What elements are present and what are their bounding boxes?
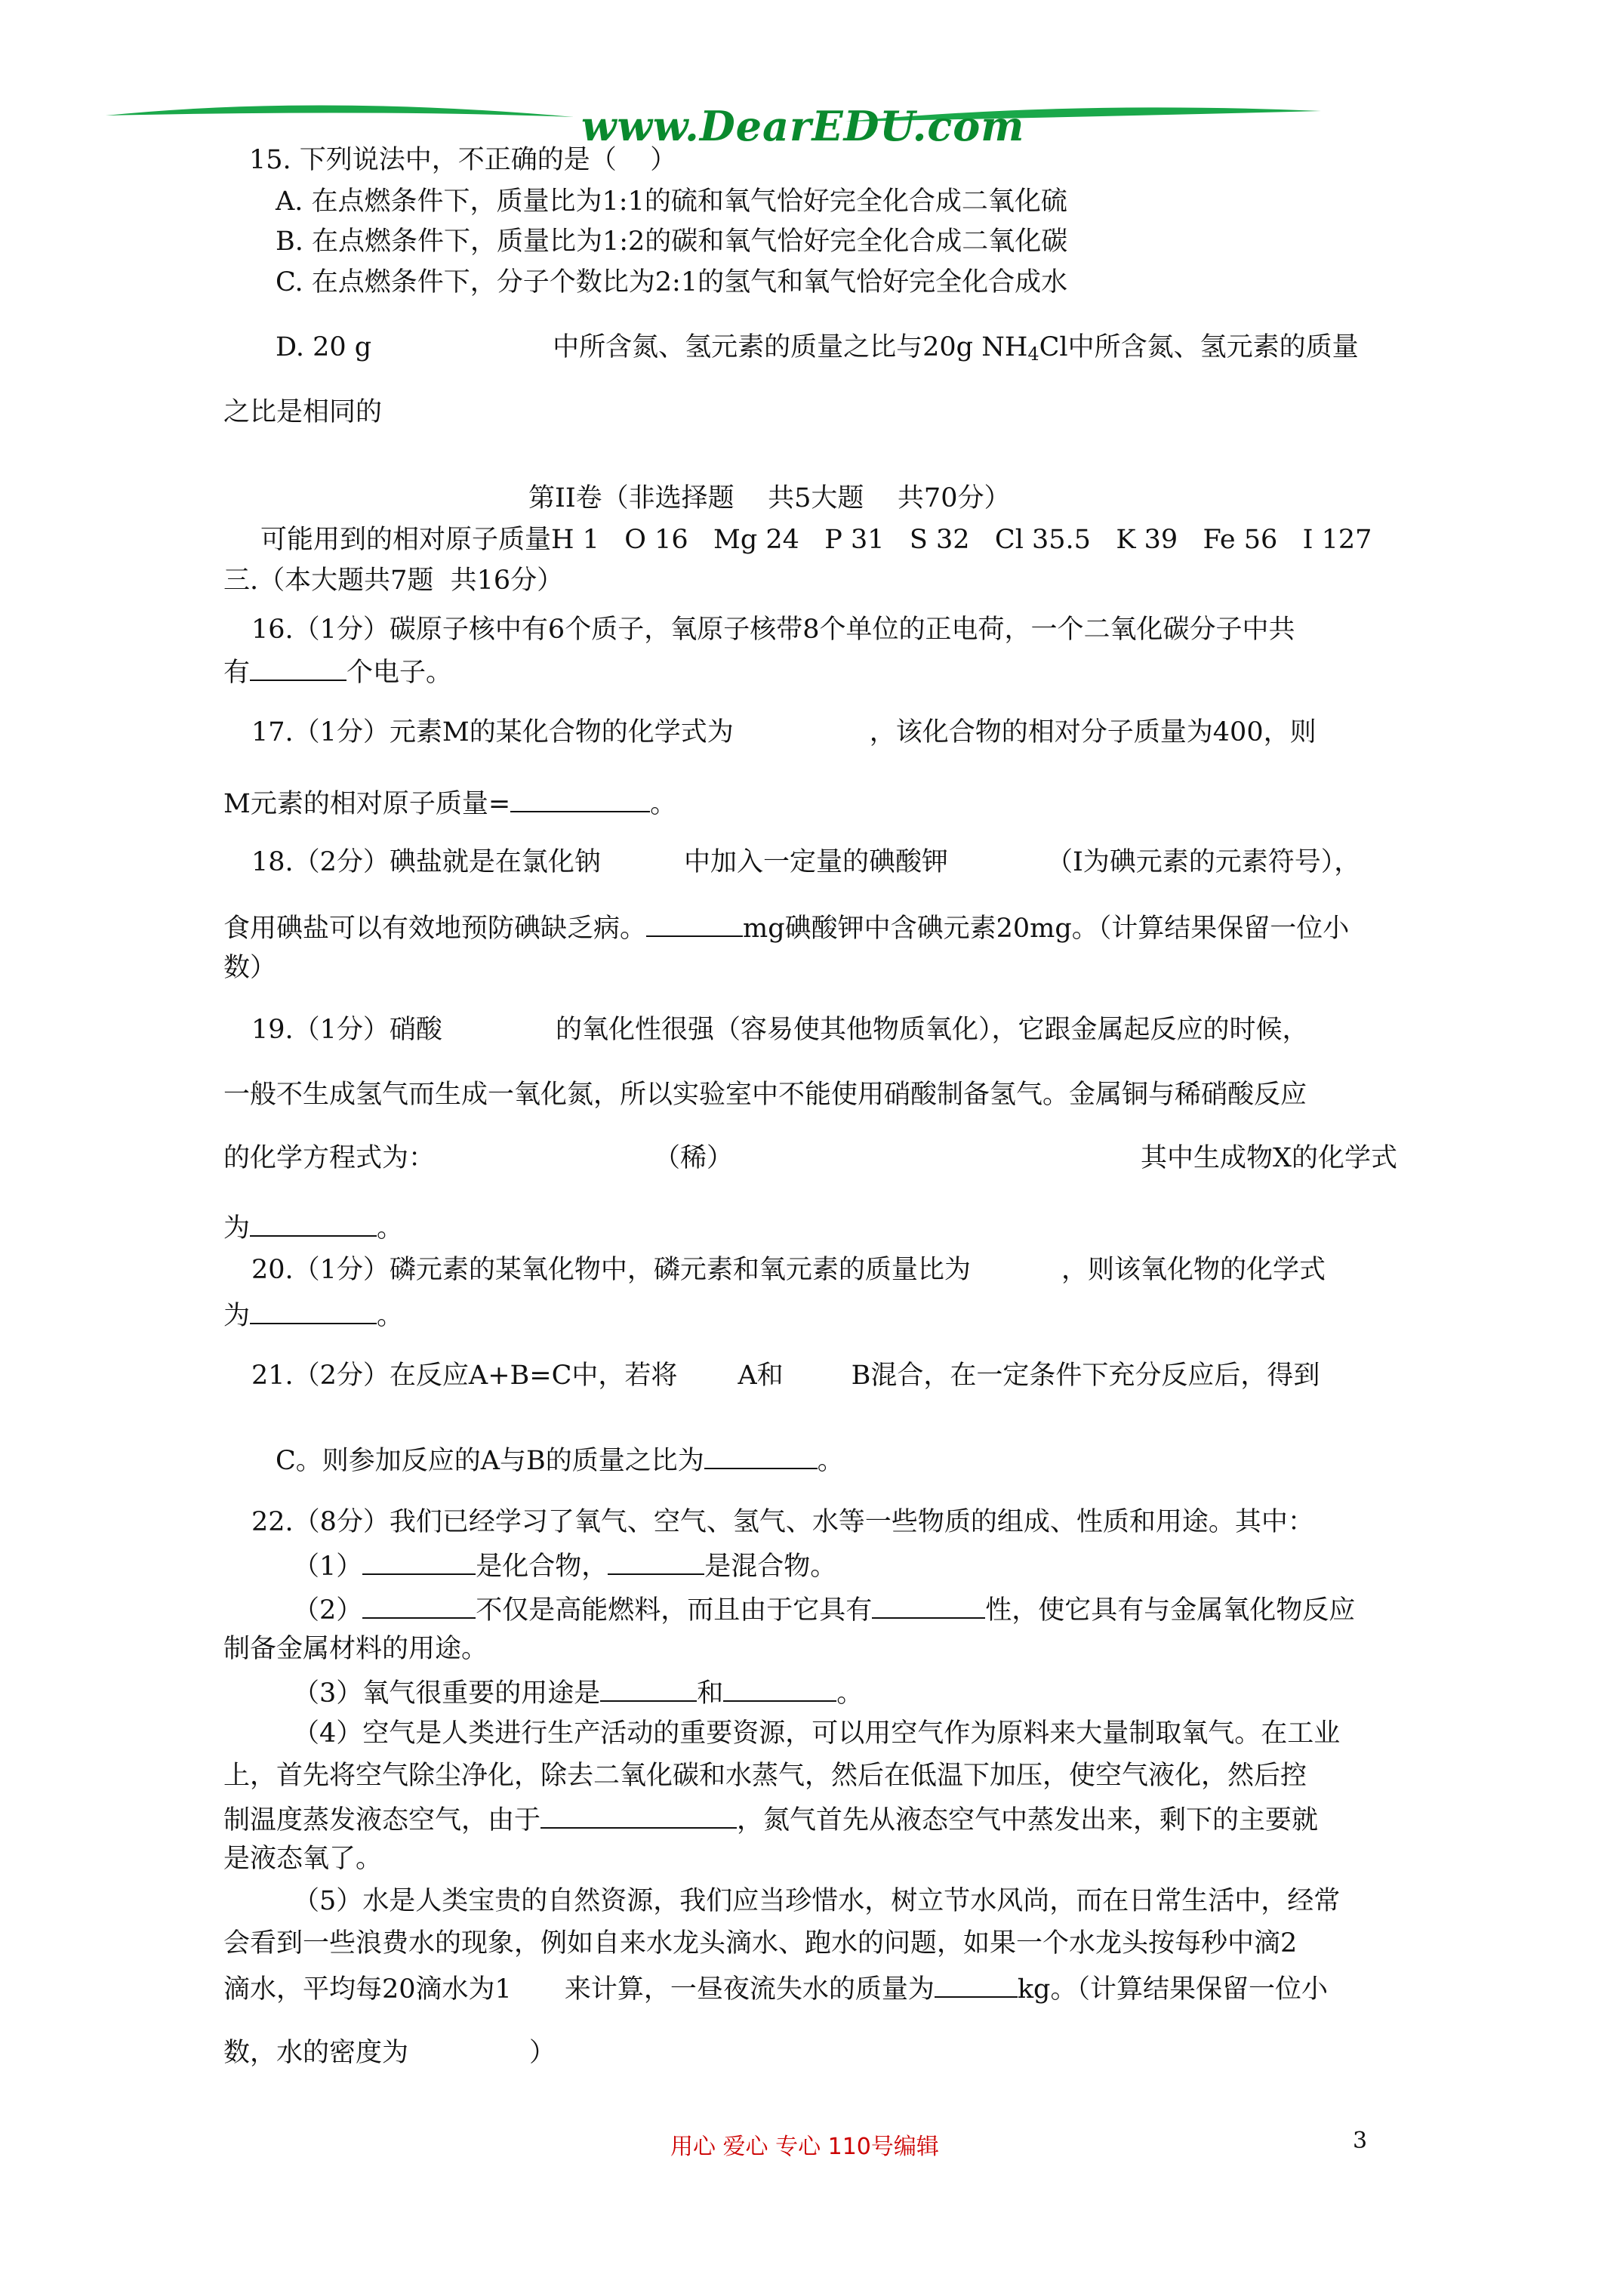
q18-line1: 18.（2分）碘盐就是在氯化钠 中加入一定量的碘酸钾 （I为碘元素的元素符号）， — [251, 847, 1361, 877]
q22-sub5-line1: （5）水是人类宝贵的自然资源，我们应当珍惜水，树立节水风尚，而在日常生活中，经常 — [293, 1886, 1341, 1916]
q18-line3: 数） — [223, 953, 277, 983]
q22-sub1: （1） 是化合物， 是混合物。 — [293, 1548, 836, 1583]
site-logo-text: www.DearEDU.com — [581, 102, 1025, 150]
q21-line1: 21.（2分）在反应A+B=C中，若将 A和 B混合，在一定条件下充分反应后，得到 — [251, 1361, 1320, 1391]
q15-option-c: C. 在点燃条件下，分子个数比为2:1的氢气和氧气恰好完全化合成水 — [276, 267, 1068, 297]
q19-line2: 一般不生成氢气而生成一氧化氮，所以实验室中不能使用硝酸制备氢气。金属铜与稀硝酸反应 — [223, 1080, 1307, 1110]
q22-sub4-line4: 是液态氧了。 — [223, 1844, 383, 1874]
q18-line2: 食用碘盐可以有效地预防碘缺乏病。 mg碘酸钾中含碘元素20mg。（计算结果保留一位小 — [223, 910, 1349, 945]
footer-editor-note: 用心 爱心 专心 110号编辑 — [670, 2134, 939, 2160]
q15-option-d: D. 20 g 中所含氮、氢元素的质量之比与20g $NH_4Cl$中所含氮、氢元素的质量 — [276, 332, 1359, 365]
section-title: 第II卷（非选择题 共5大题 共70分） — [528, 483, 1011, 513]
q15-option-a: A. 在点燃条件下，质量比为1:1的硫和氧气恰好完全化合成二氧化硫 — [276, 186, 1067, 217]
q19-line1: 19.（1分）硝酸 的氧化性很强（容易使其他物质氧化），它跟金属起反应的时候， — [251, 1015, 1309, 1045]
atomic-masses: 可能用到的相对原子质量H 1 O 16 Mg 24 P 31 S 32 Cl 35.5 K 39 Fe 56 I 127 — [260, 525, 1372, 555]
q22-sub2-cont: 制备金属材料的用途。 — [223, 1634, 488, 1664]
q17-line1: 17.（1分）元素M的某化合物的化学式为 ，该化合物的相对分子质量为400，则 — [251, 717, 1317, 747]
q15-stem: 15. 下列说法中，不正确的是（ ） — [249, 145, 677, 175]
q19-line3: 的化学方程式为： （稀） 其中生成物X的化学式 — [223, 1143, 1397, 1173]
part-three-heading: 三.（本大题共7题 共16分） — [223, 566, 564, 596]
q22-sub4-line3: 制温度蒸发液态空气，由于 ，氮气首先从液态空气中蒸发出来，剩下的主要就 — [223, 1801, 1318, 1837]
q15-option-b: B. 在点燃条件下，质量比为1:2的碳和氧气恰好完全化合成二氧化碳 — [276, 227, 1068, 257]
q19-line4: 为 。 — [223, 1210, 403, 1245]
page-number: 3 — [1353, 2128, 1368, 2154]
q22-sub5-line4: 数，水的密度为 ） — [223, 2038, 556, 2068]
q20-line1: 20.（1分）磷元素的某氧化物中，磷元素和氧元素的质量比为 ，则该氧化物的化学式 — [251, 1255, 1326, 1285]
q22-sub3: （3）氧气很重要的用途是 和 。 — [293, 1675, 863, 1710]
q17-line2: M元素的相对原子质量= 。 — [223, 785, 676, 821]
q21-line2: C。则参加反应的A与B的质量之比为 。 — [276, 1442, 844, 1478]
q22-sub5-line2: 会看到一些浪费水的现象，例如自来水龙头滴水、跑水的问题，如果一个水龙头按每秒中滴2 — [223, 1928, 1298, 1959]
q22-sub2: （2） 不仅是高能燃料，而且由于它具有 性，使它具有与金属氧化物反应 — [293, 1592, 1355, 1627]
q16-line1: 16.（1分）碳原子核中有6个质子，氧原子核带8个单位的正电荷，一个二氧化碳分子中共 — [251, 615, 1295, 645]
q22-stem: 22.（8分）我们已经学习了氧气、空气、氢气、水等一些物质的组成、性质和用途。其中： — [251, 1507, 1314, 1537]
q22-sub4-line1: （4）空气是人类进行生产活动的重要资源，可以用空气作为原料来大量制取氧气。在工业 — [293, 1718, 1341, 1749]
q22-sub4-line2: 上，首先将空气除尘净化，除去二氧化碳和水蒸气，然后在低温下加压，使空气液化，然后控 — [223, 1761, 1307, 1791]
q15-option-d-cont: 之比是相同的 — [223, 397, 383, 427]
q20-line2: 为 。 — [223, 1297, 403, 1333]
q22-sub5-line3: 滴水，平均每20滴水为1 来计算，一昼夜流失水的质量为 kg。（计算结果保留一位小 — [223, 1971, 1328, 2006]
q16-line2: 有 个电子。 — [223, 654, 452, 689]
